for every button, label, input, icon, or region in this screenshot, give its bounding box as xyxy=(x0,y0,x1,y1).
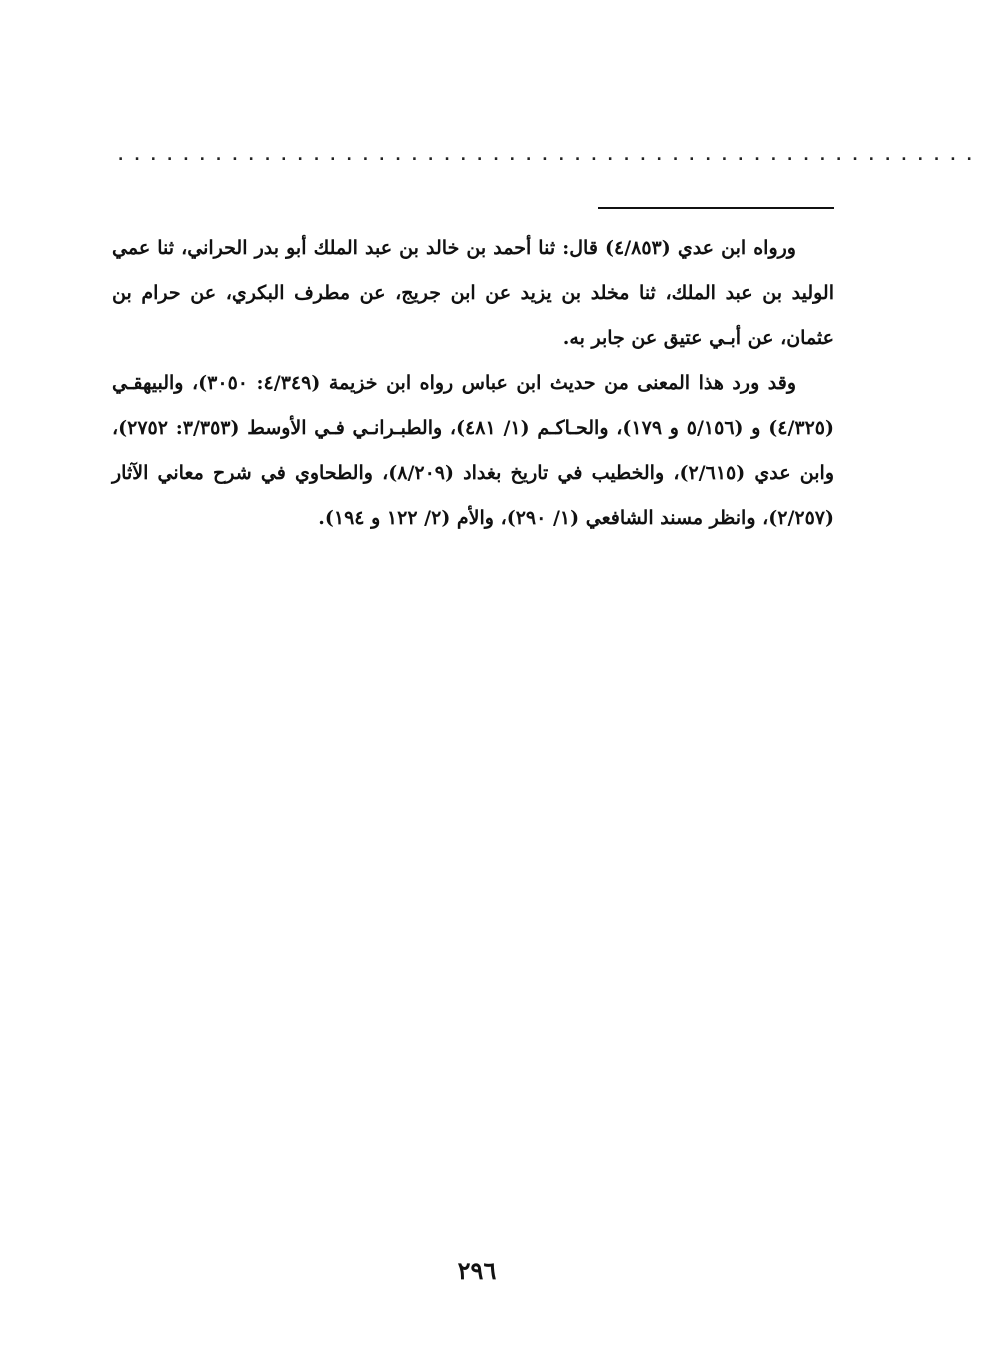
page-number: ٢٩٦ xyxy=(457,1256,497,1285)
footnote-rule xyxy=(598,207,834,209)
dotted-separator: ..................................................... xyxy=(118,148,983,164)
footnote-block xyxy=(112,226,834,541)
footnote-paragraph: ورواه ابن عدي (٤/٨٥٣) قال: ثنا أحمد بن خالد بن عبد الملك أبو بدر الحراني، ثنا عمي الوليد بن عبد الملك، ثنا مخلد بن يزيد عن ابن جريج، عن مطرف البكري، عن حرام بن عثمان، عن أبـي عتيق عن جابر به. xyxy=(112,237,834,349)
footnote-paragraph: وقد ورد هذا المعنى من حديث ابن عباس رواه ابن خزيمة (٤/٣٤٩: ٣٠٥٠)، والبيهقـي (٤/٣٢٥) و (٥/١٥٦ و ١٧٩)، والحـاكـم (١/ ٤٨١)، والطبـرانـي فـي الأوسط (٣/٣٥٣: ٢٧٥٢)، وابن عدي (٢/٦١٥)، والخطيب في تاريخ بغداد (٨/٢٠٩)، والطحاوي في شرح معاني الآثار (٢/٢٥٧)، وانظر مسند الشافعي (١/ ٢٩٠)، والأم (٢/ ١٢٢ و ١٩٤). xyxy=(112,372,835,529)
